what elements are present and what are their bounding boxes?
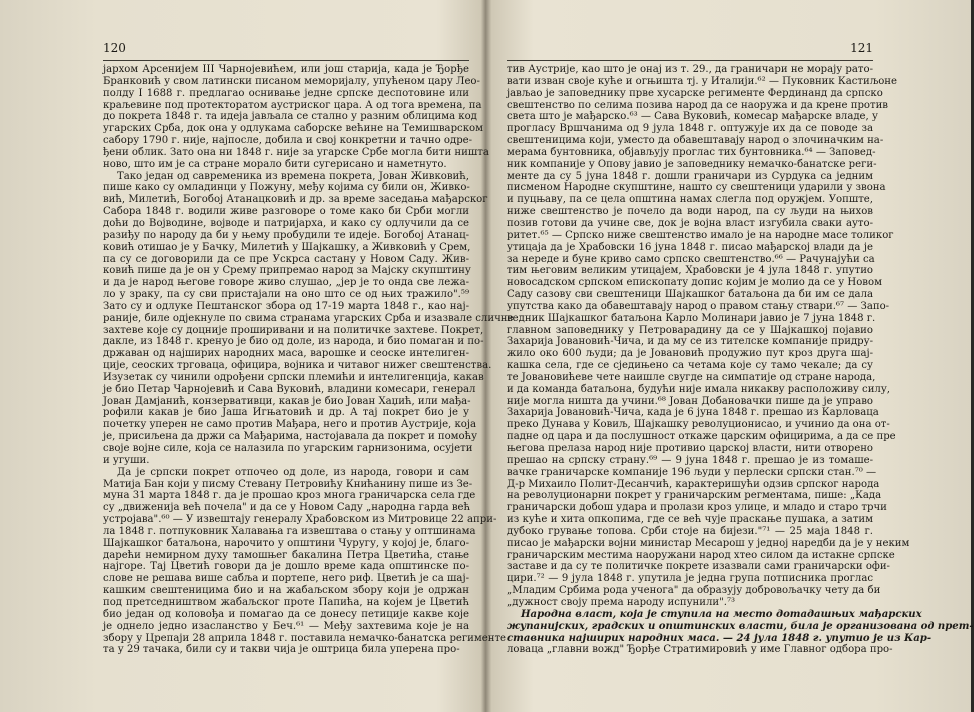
text-line: Шајкашког батаљона, нарочито у општини Чуругу, у којој је, благо- bbox=[103, 537, 469, 549]
text-line: граничарски добош удара и пролази кроз улице, и младо и старо трчи bbox=[507, 502, 887, 514]
text-line: није могла ништа да учини.⁶⁸ Јован Добановачки пише да је управо bbox=[507, 395, 873, 407]
text-line: Јован Дамјанић, конзервативци, какав је био Јован Хаџић, или мађа- bbox=[103, 395, 471, 407]
text-line: ставника најширих народних маса. — 24 јула 1848 г. упутио је из Кар- bbox=[507, 632, 932, 644]
text-line: тив Аустрије, као што је онај из т. 29., да граничари не морају рато- bbox=[507, 64, 873, 75]
text-line: тим његовим великим утицајем, Храбовски је 4 јула 1848 г. упутио bbox=[507, 265, 873, 277]
text-line: „дужност своју према народу испунили".⁷³ bbox=[507, 596, 736, 608]
text-line: ковић пише да је он у Срему припремао народ за Мајску скупштину bbox=[103, 265, 471, 277]
text-line: Захарија Јовановић-Чича, и да му се из тителске компаније придру- bbox=[507, 336, 873, 348]
text-line: Бранковић у свом латински писаном меморијалу, упућеном цару Лео- bbox=[103, 75, 480, 87]
text-line: захтеве које су доцније проширивани и на политичке захтеве. Покрет, bbox=[103, 324, 484, 336]
text-line: Изузетак су чинили одрођени српски племићи и интелигенција, какав bbox=[103, 371, 484, 383]
text-line: прогласу Вршчанима од 9 јула 1848 г. оптужује их да се поводе за bbox=[507, 123, 873, 135]
text-line: доћи до Војводине, војводе и патријарха, и како су одлучили да се bbox=[103, 217, 469, 229]
left-page-text bbox=[103, 64, 514, 656]
text-line: па су се договорили да се пре Ускрса састану у Новом Саду. Жив- bbox=[103, 253, 469, 265]
text-line: рофили какав је био Јаша Игњатовић и др. А тај покрет био је у bbox=[103, 407, 469, 419]
text-line: Народна власт, која је ступила на место дотадашњих мађарских bbox=[521, 608, 922, 620]
text-line: ђени облик. Зато она ни 1848 г. није за угарске Србе могла бити ништа bbox=[103, 146, 489, 158]
text-line: света што је мађарско.⁶³ — Сава Вуковић, комесар мађарске владе, у bbox=[507, 111, 878, 123]
text-line: био један од коловођа и помагао да се донесу петиције какве које bbox=[103, 608, 469, 620]
text-line: његова прелаза народ није противио царској власти, нити отворено bbox=[507, 443, 873, 454]
text-line: дакле, из 1848 г. кренуо је био од доле, из народа, и био помаган и пo- bbox=[103, 336, 484, 348]
text-line: је био Петар Чарнојевић и Сава Вуковић, владини комесари, генерал bbox=[103, 383, 476, 395]
text-line: ла 1848 г. потпуковник Халавања га извештава о стању у оптшинама bbox=[103, 525, 476, 537]
text-line: из куће и хита опкопима, где се већ чује праскање пушака, а затим bbox=[507, 514, 873, 526]
text-line: угарских Срба, док она у одлукама саборске већине на Темишварском bbox=[103, 123, 483, 135]
text-line: те Јовановићеве чете наишле свугде на симпатије од стране народа, bbox=[507, 371, 876, 383]
text-line: кашка села, где се сједињено са четама које су тамо чекале; да су bbox=[507, 360, 873, 372]
text-line: заставе и да су те политичке покрете изазвали сами граничарски офи- bbox=[507, 561, 890, 573]
text-line: позив готови да учине све, док је војна власт изгубила сваки ауто- bbox=[507, 217, 873, 229]
text-line: преко Дунава у Ковиљ, Шајкашку револуционисао, и учинио да она от- bbox=[507, 419, 890, 431]
text-line: писао је мађарски војни министар Месарош у једној наредби да је у неким bbox=[507, 537, 910, 549]
page-number-left: 120 bbox=[103, 41, 126, 55]
text-line: вић, Милетић, Богобој Атанацковић и др. за време заседања мађарског bbox=[103, 194, 488, 206]
text-line: и да је народ његове говоре живо слушао, „јер је то онда све лежа- bbox=[103, 277, 469, 289]
text-line: ник компаније у Опову јавио је заповеднику немачко-банатске реги- bbox=[507, 158, 877, 170]
text-line: устројава".⁶⁰ — У извештају генералу Храбовском из Митровице 22 апри- bbox=[103, 514, 497, 526]
header-rule bbox=[103, 60, 469, 61]
text-line: свештеницима који, уместо да обавештавају народ о злочиначким на- bbox=[507, 135, 884, 147]
text-line: и угуши. bbox=[103, 454, 150, 466]
text-line: сабору 1790 г. није, најпосле, добила и свој конкретни и тачно одре- bbox=[103, 135, 473, 147]
text-line: Захарија Јовановић-Чича, када је 6 јуна 1848 г. прешао из Карловаца bbox=[507, 407, 879, 419]
page-number-right: 121 bbox=[850, 41, 873, 55]
text-line: ритет.⁶⁵ — Српско ниже свештенство имало је на народне масе толиког bbox=[507, 229, 894, 241]
text-line: на револуционарни покрет у граничарским регментама, пише: „Када bbox=[507, 490, 882, 502]
text-line: Сабора 1848 г. водили живе разговоре о томе како би Срби могли bbox=[103, 206, 469, 218]
text-line: ковић отишао је у Бачку, Милетић у Шајкашку, а Живковић у Срем, bbox=[103, 241, 471, 253]
text-line: кашким свештеницима био и на жабаљском збору који је одржан bbox=[103, 585, 469, 597]
text-line: раније, биле одјекнуле по свима странама угарских Срба и изазвале сличне bbox=[103, 312, 514, 324]
text-line: разиђу по народу да би у њему пробудили те идеје. Богобој Атанац- bbox=[103, 229, 469, 241]
text-line: ведник Шајкашког батаљона Карло Молинари јавио је 7 јуна 1848 г. bbox=[507, 312, 876, 324]
right-page-text bbox=[507, 64, 974, 656]
text-line: најгоре. Тај Цветић говори да је дошло време када општинске по- bbox=[103, 561, 469, 573]
text-line: жило око 600 људи; да је Јовановић продужио пут кроз друга шај- bbox=[507, 348, 873, 360]
header-rule bbox=[507, 60, 873, 61]
text-line: су „движенија већ почела" и да се у Новом Саду „народна гарда већ bbox=[103, 502, 471, 514]
text-line: Д-р Михаило Полит-Десанчић, карактеришући одзив српског народа bbox=[507, 478, 880, 490]
text-line: своје војне силе, која се налазила по угарским гарнизонима, осујети bbox=[103, 443, 473, 454]
text-line: цири.⁷² — 9 јула 1848 г. упутила је једна група потписника проглас bbox=[507, 573, 873, 585]
text-line: менте да су 5 јуна 1848 г. дошли граничари из Сурдука са једним bbox=[507, 170, 873, 182]
text-line: јављао је заповеднику прве хусарске регименте Фердинанд да српско bbox=[507, 87, 883, 99]
text-line: ново, што им је са стране морало бити сугерисано и наметнуто. bbox=[103, 158, 447, 170]
text-line: ло у зраку, па су сви пристајали на оно што се од њих тражило".⁵⁹ bbox=[103, 289, 469, 301]
text-line: прешао на српску страну.⁶⁹ — 9 јуна 1848 г. прешао је из томаше- bbox=[507, 454, 873, 466]
text-line: и пуцњаву, па се цела општина намах слегла под оружјем. Уопште, bbox=[507, 194, 873, 206]
text-line: мерама бунтовника, објављују проглас тих бунтовника.⁶⁴ — Заповед- bbox=[507, 146, 876, 158]
text-line: слове не решава више сабља и портепе, него риф. Цветић је са шај- bbox=[103, 573, 469, 585]
left-page bbox=[103, 38, 514, 706]
text-line: збору у Црепаји 28 априла 1848 г. поставила немачко-банатска регименте bbox=[103, 632, 507, 644]
text-line: Саду сазову сви свештеници Шајкашког батаљона да би им се дала bbox=[507, 289, 873, 301]
text-line: Зато су и одлуке Пештанског збора од 17-19 марта 1848 г., као наj- bbox=[103, 300, 469, 312]
text-line: новосадском српском епископату допис којим је молио да се у Новом bbox=[507, 277, 882, 289]
text-line: утицаја да је Храбовски 16 јуна 1848 г. писао мађарској влади да је bbox=[507, 241, 873, 253]
text-line: граничарским местима наоружани народ хтео силом да истакне српске bbox=[507, 549, 895, 561]
right-page bbox=[507, 38, 974, 706]
text-line: Матија Бан који у писму Стевану Петровићу Книћанину пише из Зе- bbox=[103, 478, 473, 490]
text-line: за нереде и буне криво само српско свештенство.⁶⁶ — Рачунајући са bbox=[507, 253, 875, 265]
text-line: почетку уперен не само против Мађара, него и против Аустрије, која bbox=[103, 419, 476, 431]
text-line: Тако један од савременика из времена покрета, Јован Живковић, bbox=[117, 170, 469, 182]
text-line: до покрета 1848 г. та идеја јављала се стално у разним облицима код bbox=[103, 111, 477, 123]
text-line: муна 31 марта 1848 г. да је прошао кроз многа граничарска села где bbox=[103, 490, 476, 502]
text-line: вачке граничарске компаније 196 људи у перлески српски стан.⁷⁰ — bbox=[507, 466, 877, 478]
text-line: упутства како да обавештавају народ о правом стању ствари.⁶⁷ — Запо- bbox=[507, 300, 890, 312]
text-line: ловаца „главни вожд" Ђорђе Стратимировић у име Главног одбора про- bbox=[507, 644, 893, 656]
text-line: јархом Арсенијем III Чарнојевићем, или још старија, када је Ђорђе bbox=[103, 64, 469, 75]
text-line: дарећи немирном духу тамошњег бакалина Петра Цветића, стање bbox=[103, 549, 469, 561]
text-line: свештенство по селима позива народ да се наоружа и да крене против bbox=[507, 99, 888, 111]
text-line: та у 29 тачака, били су и такви чија је оштрица била уперена про- bbox=[103, 644, 460, 656]
text-line: „Младим Србима рода ученога" да образују добровољачку чету да би bbox=[507, 585, 881, 597]
text-line: пише како су омладинци у Пожуну, међу којима су били он, Живко- bbox=[103, 182, 470, 194]
text-line: Да је српски покрет отпочео од доле, из народа, говори и сам bbox=[117, 466, 469, 478]
text-line: ниже свештенство је почело да води народ, па су људи на њихов bbox=[507, 206, 873, 218]
text-line: падне од цара и да послушност откаже царским официрима, а да се пре bbox=[507, 431, 896, 443]
text-line: писменом Народне скупштине, нашто су свештеници ударили у звона bbox=[507, 182, 886, 194]
text-line: вати изван своје куће и огњишта тј. у Италији.⁶² — Пуковник Кастиљоне bbox=[507, 75, 898, 87]
text-line: под претседништвом жабаљског проте Папића, на којем је Цветић bbox=[103, 596, 469, 608]
text-line: државан од најширих народних маса, варошке и сеоске интелиген- bbox=[103, 348, 469, 360]
text-line: краљевине под протекторатом аустриског цара. А од тога времена, па bbox=[103, 99, 482, 111]
text-line: дубоко грување топова. Срби стоје на бијези."⁷¹ — 25 маја 1848 г. bbox=[507, 525, 873, 537]
text-line: жупанијских, градских и општинских власти, била је организована од прет- bbox=[507, 620, 974, 632]
text-line: и да команда батаљона, будући није имала никакву расположиву силу, bbox=[507, 383, 890, 395]
text-line: је, присиљена да држи са Мађарима, настојавала да покрет и помоћу bbox=[103, 431, 478, 443]
text-line: ције, сеоских трговаца, официра, војника и читавог нижег свештенства. bbox=[103, 360, 492, 372]
text-line: је однело једно изасланство у Беч.⁶¹ — Међу захтевима које је на bbox=[103, 620, 469, 632]
text-line: главном заповеднику у Петроварадину да се у Шајкашкој појавио bbox=[507, 324, 873, 336]
text-line: полду I 1688 г. предлагао оснивање једне српске деспотовине или bbox=[103, 87, 469, 99]
